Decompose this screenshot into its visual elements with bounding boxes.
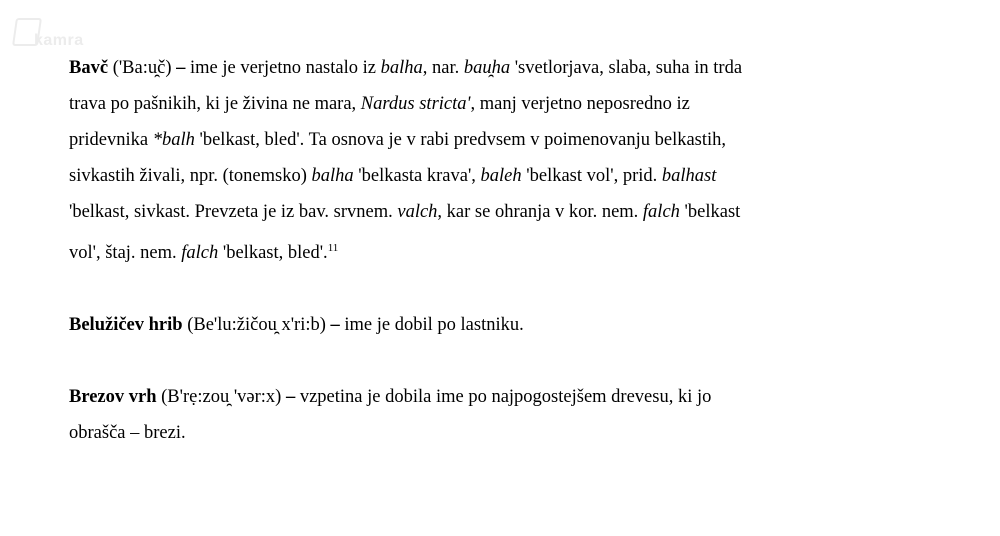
text-segment: balha xyxy=(380,58,423,78)
text-segment: baleh xyxy=(480,166,522,186)
text-segment: 'belkast xyxy=(679,202,741,222)
text-segment: 'belkast, sivkast. Prevzeta je iz bav. srvnem. xyxy=(69,202,398,222)
text-segment: , nar. xyxy=(422,58,464,78)
entry-pronunciation: ('Ba:u̯č) xyxy=(108,58,177,78)
entry-line xyxy=(69,379,929,415)
entry-pronunciation: (B'rẹ:zou̯ 'vər:x) xyxy=(156,387,286,407)
text-segment: – xyxy=(176,58,190,78)
text-segment: balha xyxy=(311,166,354,186)
text-segment: ime je dobil po lastniku. xyxy=(344,315,524,335)
text-segment: trava po pašnikih, ki je živina ne mara, xyxy=(69,94,361,114)
text-segment: , manj verjetno neposredno iz xyxy=(470,94,690,114)
entry-pronunciation: (Be'lu:žičou̯ x'ri:b) xyxy=(182,315,331,335)
text-segment: vol', štaj. nem. xyxy=(69,243,182,263)
entry-line xyxy=(69,122,929,158)
glossary-entry xyxy=(69,379,929,451)
text-segment: 'belkast, bled'. xyxy=(218,243,328,263)
entry-line xyxy=(69,158,929,194)
glossary-entry xyxy=(69,50,929,271)
entry-term: Belužičev hrib xyxy=(69,315,183,335)
text-segment: sivkastih živali, npr. (tonemsko) xyxy=(69,166,312,186)
text-segment: – xyxy=(285,387,300,407)
entry-line xyxy=(69,50,929,86)
entry-line xyxy=(69,230,929,271)
text-segment: 'svetlorjava, slaba, suha in trda xyxy=(510,58,743,78)
document-body xyxy=(69,50,929,487)
text-segment: vzpetina je dobila ime po najpogostejšem drevesu, ki jo xyxy=(299,387,712,407)
text-segment: falch xyxy=(642,202,680,222)
text-segment: – xyxy=(330,315,345,335)
text-segment: 'belkasta krava', xyxy=(353,166,481,186)
entry-line xyxy=(69,415,929,451)
text-segment: bau̯ha xyxy=(463,58,511,78)
glossary-entry xyxy=(69,307,929,343)
text-segment: pridevnika xyxy=(69,130,153,150)
entry-term: Bavč xyxy=(69,58,109,78)
text-segment: valch xyxy=(397,202,438,222)
text-segment: Nardus stricta' xyxy=(360,94,471,114)
text-segment: balhast xyxy=(661,166,717,186)
entry-line xyxy=(69,194,929,230)
text-segment: obrašča – brezi. xyxy=(69,423,186,443)
footnote-ref: 11 xyxy=(327,242,339,254)
text-segment: *balh xyxy=(152,130,195,150)
text-segment: 'belkast, bled'. Ta osnova je v rabi predvsem v poimenovanju belkastih, xyxy=(194,130,727,150)
text-segment: 'belkast vol', prid. xyxy=(521,166,662,186)
entry-term: Brezov vrh xyxy=(69,387,157,407)
entry-line xyxy=(69,86,929,122)
text-segment: , kar se ohranja v kor. nem. xyxy=(437,202,643,222)
watermark-text: kamra xyxy=(34,32,84,49)
text-segment: falch xyxy=(181,243,219,263)
text-segment: ime je verjetno nastalo iz xyxy=(190,58,381,78)
entry-line xyxy=(69,307,929,343)
